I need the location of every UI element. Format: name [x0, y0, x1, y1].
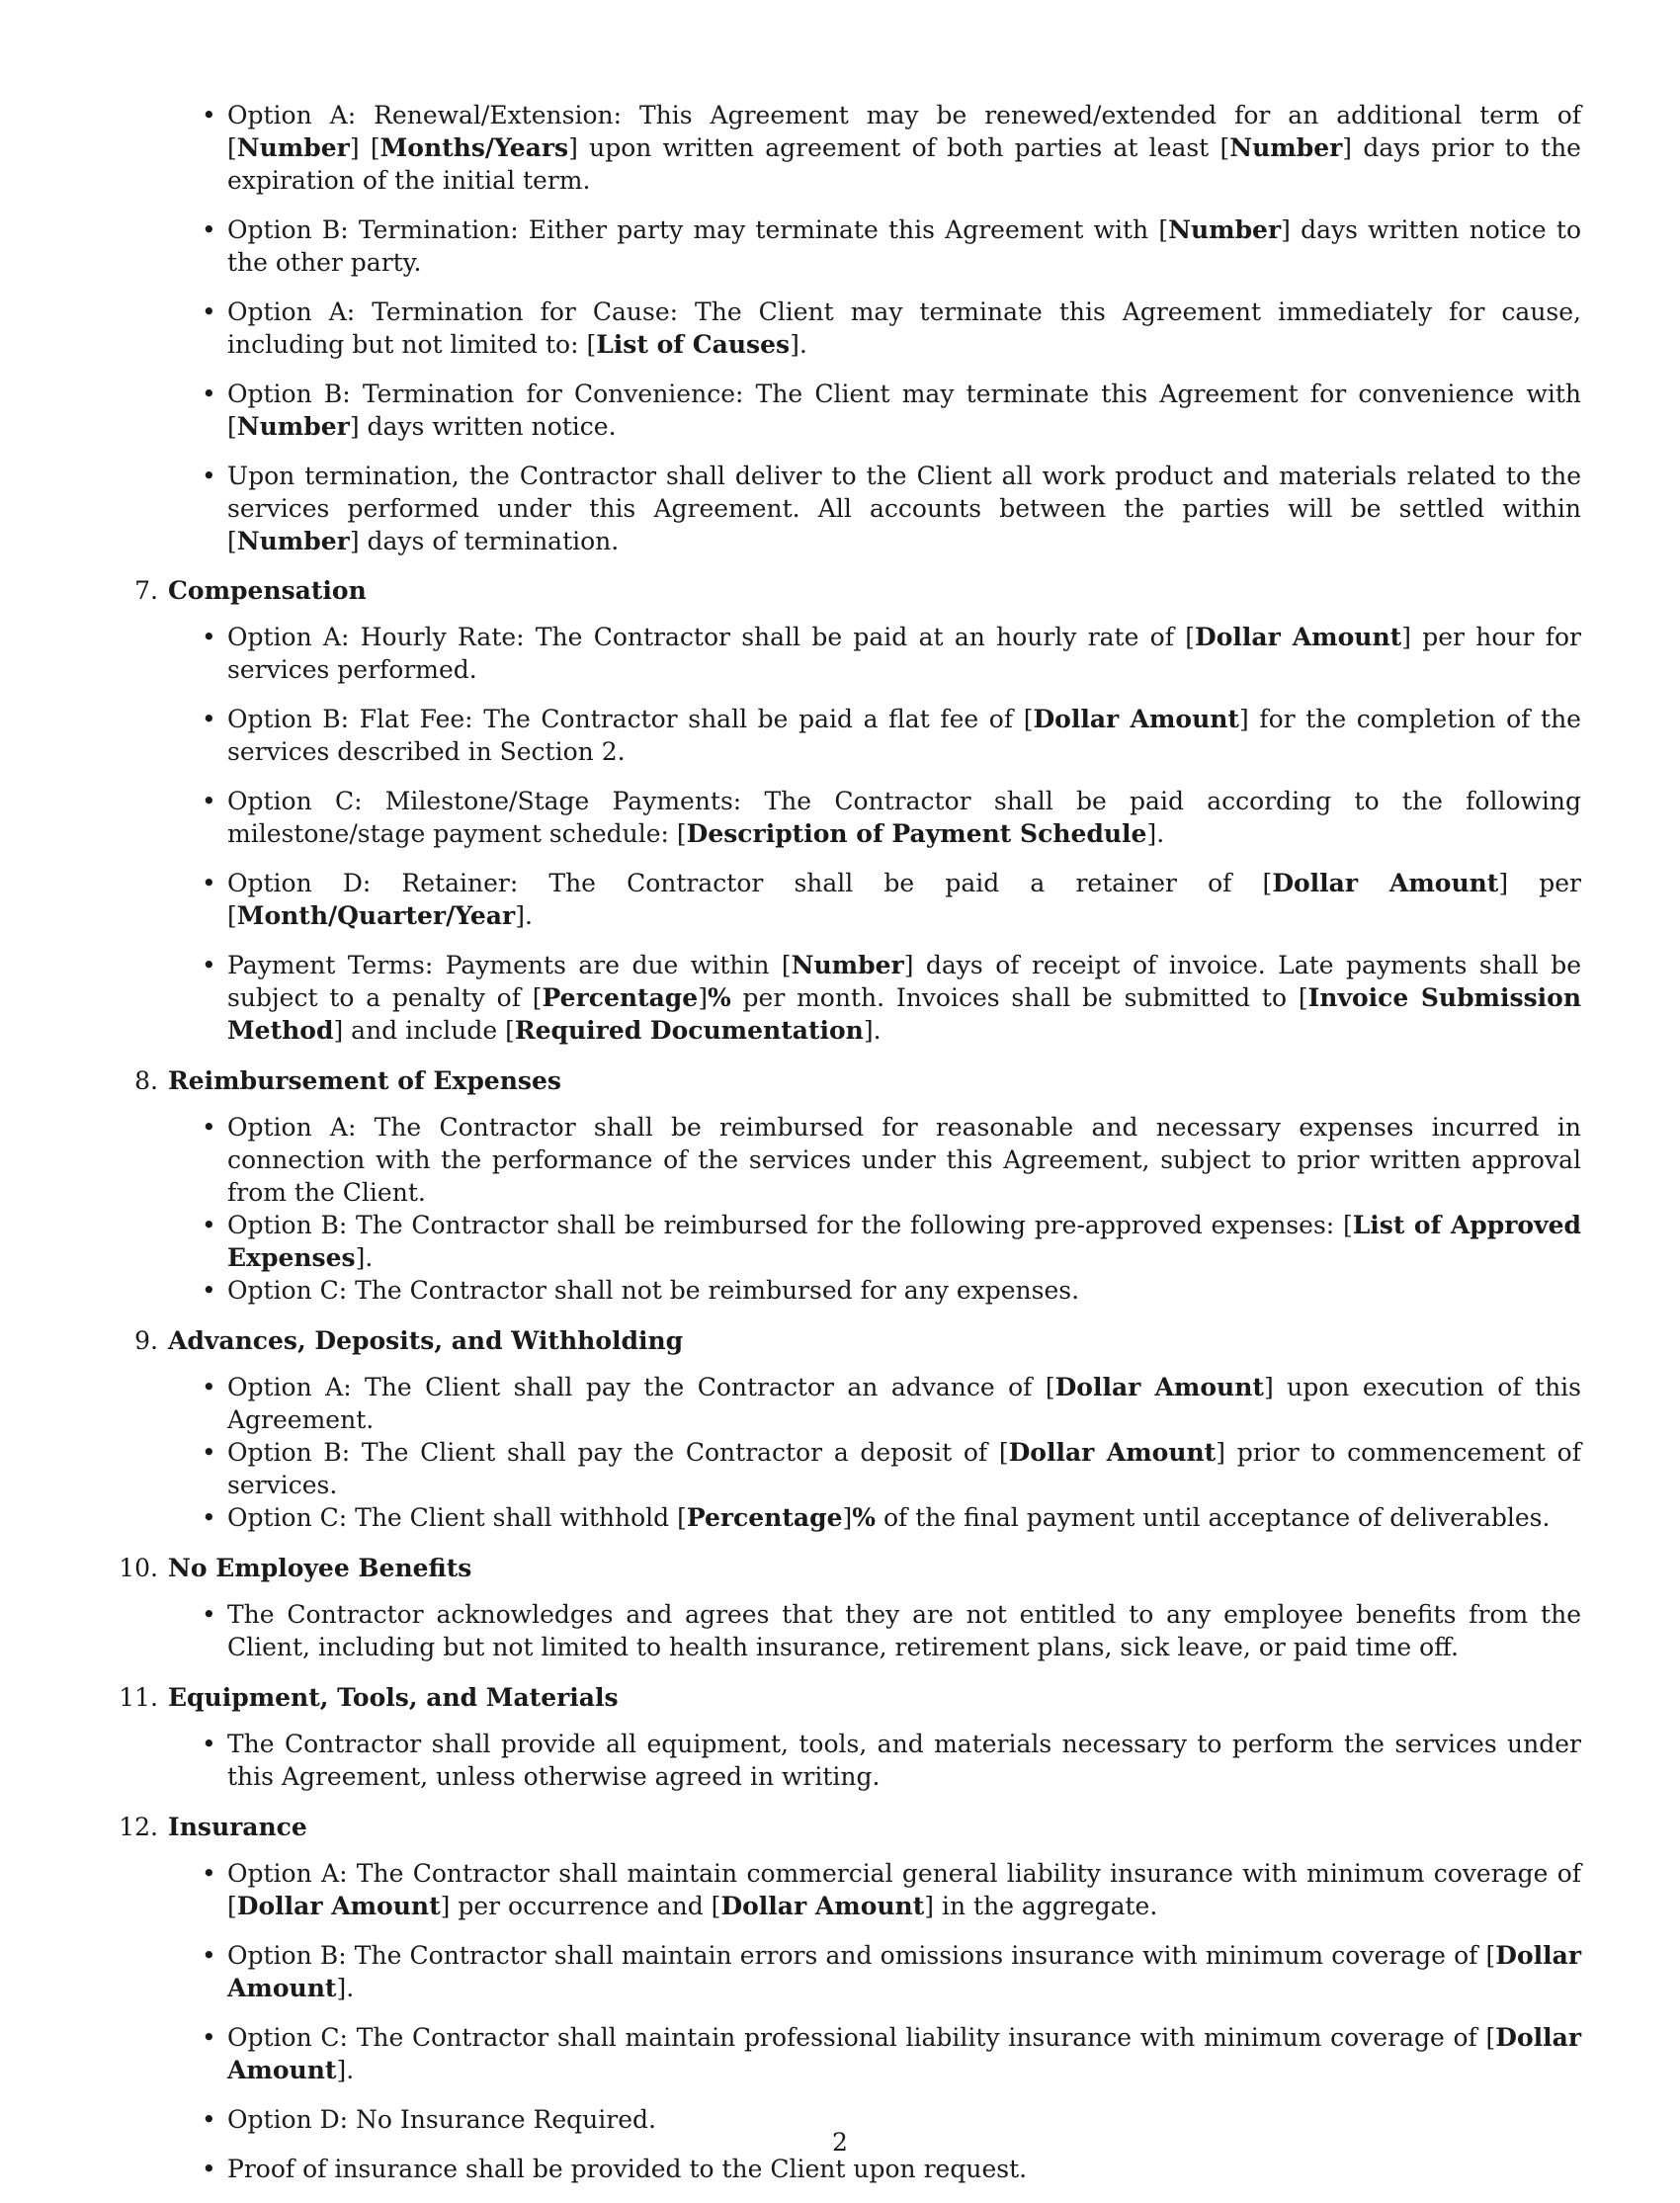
equipment-list [166, 1728, 1581, 1793]
section-no-employee-benefits [119, 1552, 1581, 1663]
bullet-icon: • [202, 1276, 216, 1305]
list-item: • Option B: Termination for Convenience: The Client may terminate this Agreement for convenience with [Number] days written notice. [202, 380, 1581, 441]
bullet-icon: • [202, 2155, 216, 2183]
benefits-list [166, 1598, 1581, 1663]
section-heading [119, 1811, 1581, 1843]
bullet-icon: • [202, 1438, 216, 1467]
list-item: • Payment Terms: Payments are due within [Number] days of receipt of invoice. Late payments shall be subject to a penalty of [Percentage]% per month. Invoices shall be submitted to [Invoice Submission Method] and include [Required Documentation]. [202, 951, 1582, 1045]
section-title: Advances, Deposits, and Withholding [168, 1326, 684, 1355]
list-item: • Option A: Hourly Rate: The Contractor shall be paid at an hourly rate of [Dollar Amount] per hour for services performed. [202, 623, 1581, 684]
bullet-icon: • [202, 1859, 216, 1888]
section-title: Compensation [168, 576, 367, 605]
list-item: • Option A: Termination for Cause: The Client may terminate this Agreement immediately for cause, including but not limited to: [List of Causes]. [202, 297, 1581, 359]
list-item: • Option D: No Insurance Required. [202, 2105, 656, 2134]
section-title: Insurance [168, 1813, 307, 1841]
bullet-icon: • [202, 2023, 216, 2052]
section-reimbursement [134, 1064, 1582, 1307]
list-item: • The Contractor shall provide all equipment, tools, and materials necessary to perform the services under this Agreement, unless otherwise agreed in writing. [202, 1730, 1581, 1791]
list-item: • The Contractor acknowledges and agrees that they are not entitled to any employee benefits from the Client, including but not limited to health insurance, retirement plans, sick leave, or paid time off. [202, 1600, 1581, 1661]
bullet-icon: • [202, 1600, 216, 1629]
section-heading [119, 1552, 1581, 1584]
bullet-icon: • [202, 462, 216, 490]
bullet-icon: • [202, 869, 216, 897]
list-item: • Option C: The Contractor shall maintain professional liability insurance with minimum coverage of [Dollar Amount]. [202, 2023, 1581, 2084]
bullet-icon: • [202, 1113, 216, 1142]
section-title: No Employee Benefits [168, 1554, 472, 1582]
bullet-icon: • [202, 951, 216, 979]
section-title: Equipment, Tools, and Materials [168, 1683, 619, 1712]
section-heading [134, 1324, 1581, 1357]
bullet-icon: • [202, 1211, 216, 1239]
compensation-options-list [166, 621, 1581, 1047]
list-item: • Option B: The Client shall pay the Contractor a deposit of [Dollar Amount] prior to commencement of services. [202, 1438, 1581, 1499]
list-item: • Option A: The Contractor shall maintain commercial general liability insurance with minimum coverage of [Dollar Amount] per occurrence and [Dollar Amount] in the aggregate. [202, 1859, 1581, 1920]
section-heading [119, 1681, 1581, 1714]
bullet-icon: • [202, 1503, 216, 1532]
section-number: 7. [134, 576, 158, 605]
bullet-icon: • [202, 380, 216, 408]
section-advances [134, 1324, 1581, 1534]
list-item: • Option A: Renewal/Extension: This Agreement may be renewed/extended for an additional term of [Number] [Months/Years] upon written agreement of both parties at least [Number] days prior to the expiration of the initial term. [202, 101, 1581, 195]
document-body [119, 99, 1582, 2203]
bullet-icon: • [202, 1373, 216, 1401]
termination-options-list [166, 99, 1581, 557]
list-item: • Option C: The Client shall withhold [Percentage]% of the final payment until acceptance of deliverables. [202, 1503, 1551, 1532]
list-item: • Option D: Retainer: The Contractor shall be paid a retainer of [Dollar Amount] per [Month/Quarter/Year]. [202, 869, 1581, 930]
section-number: 11. [119, 1683, 158, 1712]
section-number: 12. [119, 1813, 158, 1841]
bullet-icon: • [202, 705, 216, 733]
list-item: • Option B: Termination: Either party may terminate this Agreement with [Number] days written notice to the other party. [202, 215, 1581, 277]
bullet-icon: • [202, 101, 216, 129]
bullet-icon: • [202, 1941, 216, 1970]
bullet-icon: • [202, 1730, 216, 1758]
list-item: • Option B: Flat Fee: The Contractor shall be paid a flat fee of [Dollar Amount] for the completion of the services described in Section 2. [202, 705, 1581, 766]
list-item: • Option A: The Contractor shall be reimbursed for reasonable and necessary expenses incurred in connection with the performance of the services under this Agreement, subject to prior written approval from the Client. [202, 1113, 1581, 1207]
page-number: 2 [832, 2128, 848, 2157]
reimbursement-options-list [166, 1111, 1581, 1307]
section-number: 8. [134, 1066, 158, 1095]
bullet-icon: • [202, 787, 216, 815]
section-number: 9. [134, 1326, 158, 1355]
list-item: • Option B: The Contractor shall maintain errors and omissions insurance with minimum coverage of [Dollar Amount]. [202, 1941, 1581, 2002]
section-equipment [119, 1681, 1581, 1793]
section-heading [134, 1064, 1581, 1097]
section-title: Reimbursement of Expenses [168, 1066, 561, 1095]
list-item: • Option A: The Client shall pay the Contractor an advance of [Dollar Amount] upon execution of this Agreement. [202, 1373, 1581, 1434]
bullet-icon: • [202, 297, 216, 326]
list-item: • Upon termination, the Contractor shall deliver to the Client all work product and materials related to the services performed under this Agreement. All accounts between the parties will be settled within [Number] days of termination. [202, 462, 1581, 555]
section-number: 10. [119, 1554, 158, 1582]
list-item: • Option B: The Contractor shall be reimbursed for the following pre-approved expenses: [List of Approved Expenses]. [202, 1211, 1582, 1272]
section-compensation [134, 574, 1582, 1047]
bullet-icon: • [202, 215, 216, 244]
bullet-icon: • [202, 623, 216, 651]
section-heading [134, 574, 1581, 607]
bullet-icon: • [202, 2105, 216, 2134]
list-item: • Option C: Milestone/Stage Payments: The Contractor shall be paid according to the following milestone/stage payment schedule: [Description of Payment Schedule]. [202, 787, 1581, 848]
list-item: • Option C: The Contractor shall not be reimbursed for any expenses. [202, 1276, 1080, 1305]
list-item: • Proof of insurance shall be provided to the Client upon request. [202, 2155, 1028, 2183]
advances-options-list [166, 1371, 1581, 1534]
